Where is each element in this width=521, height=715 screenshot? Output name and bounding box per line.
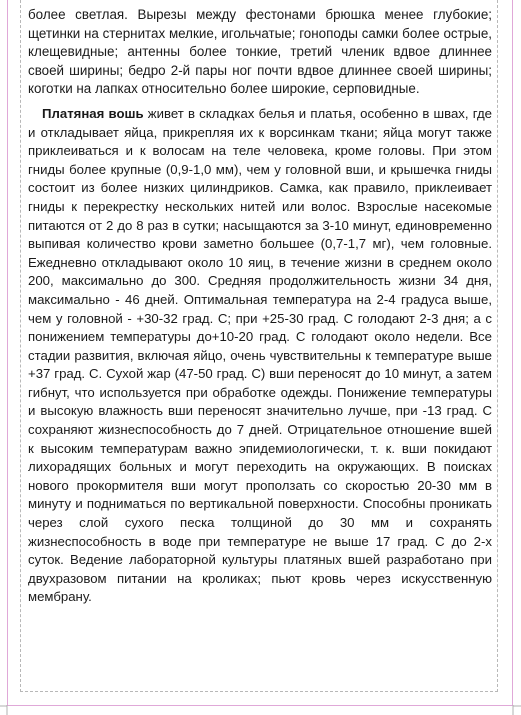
page-corner-marks	[0, 705, 521, 715]
paragraph-body-louse-text: живет в складках белья и платья, особенно в швах, где и откладывает яйца, прикрепляя их к ворсинкам ткани; яйца могут также приклеиваться и к волосам на теле человека, кроме головы. При этом гниды более крупные (0,9-1,0 мм), чем у головной вши, и крышечка гниды состоит из более низких цилиндриков. Самка, как правило, приклеивает гниды к перекрестку нескольких нитей или волос. Взрослые насекомые питаются от 2 до 8 раз в сутки; насыщаются за 3-10 минут, единовременно выпивая количество крови заметно большее (0,7-1,7 мг), чем головные. Ежедневно откладывают около 10 яиц, в течение жизни в среднем около 200, максимально до 300. Средняя продолжительность жизни 34 дня, максимально - 46 дней. Оптимальная температура на 2-4 градуса выше, чем у головной - +30-32 град. С; при +25-30 град. С голодают 2-3 дня; а с понижением температуры до+10-20 град. С голодают около недели. Все стадии развития, включая яйцо, очень чувствительны к температуре выше +37 град. С. Сухой жар (47-50 град. С) вши переносят до 10 минут, а затем гибнут, что используется при обработке одежды. Понижение температуры и высокую влажность вши переносят значительно лучше, при -13 град. С сохраняют жизнеспособность до 7 дней. Отрицательное отношение вшей к высоким температурам важно эпидемиологически, т. к. вши покидают лихорадящих больных и могут переходить на окружающих. В поисках нового прокормителя вши могут проползать со скоростью 20-30 мм в минуту и подниматься по вертикальной поверхности. Способны проникать через слой сухого песка толщиной до 30 мм и сохранять жизнеспособность в воде при температуре не выше 17 град. С до 2-х суток. Ведение лабораторной культуры платяных вшей разработано при двухразовом питании на кроликах; пьют кровь через искусственную мембрану.	[28, 105, 493, 605]
term-body-louse: Платяная вошь	[42, 105, 144, 121]
document-body	[28, 6, 492, 607]
paragraph-head-louse-end: более светлая. Вырезы между фестонами брюшка менее глубокие; щетинки на стернитах мелкие, игольчатые; гоноподы самки более острые, клещевидные; антенны более тонкие, третий членик вдвое длиннее своей ширины; бедро 2-й пары ног почти вдвое длиннее своей ширины; коготки на лапках относительно более широкие, серповидные.	[28, 7, 492, 97]
paragraph-body-louse	[28, 105, 492, 607]
